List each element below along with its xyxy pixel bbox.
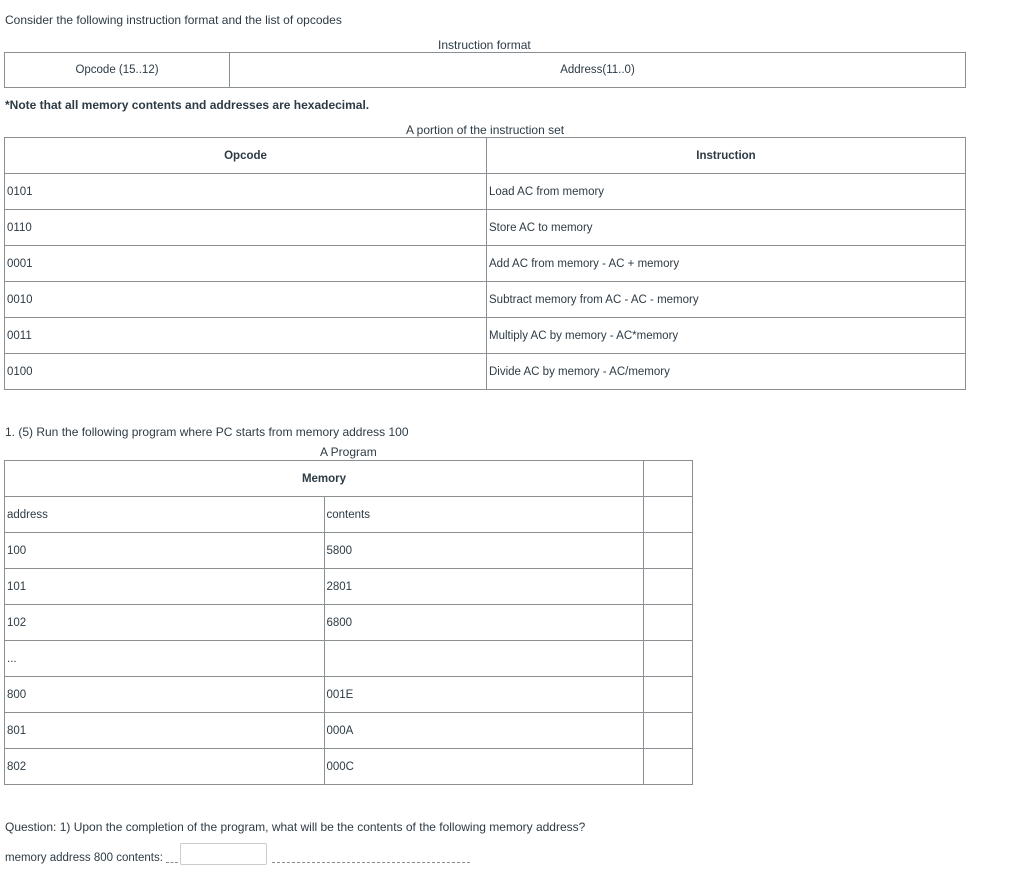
table-row: [5, 246, 966, 282]
table-row: [5, 318, 966, 354]
opcode-cell: 0010: [5, 282, 487, 318]
opcode-cell: 0101: [5, 174, 487, 210]
address-cell: ...: [5, 641, 325, 677]
contents-cell: [324, 641, 644, 677]
table-row: [5, 713, 693, 749]
header-instruction: Instruction: [487, 138, 966, 174]
table-row: [5, 749, 693, 785]
address-cell: 101: [5, 569, 325, 605]
question-text: Question: 1) Upon the completion of the program, what will be the contents of the following memory address?: [5, 820, 586, 834]
contents-cell: 6800: [324, 605, 644, 641]
contents-cell: 5800: [324, 533, 644, 569]
empty-cell: [644, 641, 693, 677]
address-cell: 802: [5, 749, 325, 785]
table-row: [5, 282, 966, 318]
address-cell: 800: [5, 677, 325, 713]
header-opcode: Opcode: [5, 138, 487, 174]
table-row: [5, 210, 966, 246]
table-row: [5, 174, 966, 210]
contents-cell: 000C: [324, 749, 644, 785]
format-opcode-cell: Opcode (15..12): [5, 53, 230, 88]
instruction-set-caption: A portion of the instruction set: [406, 123, 565, 137]
contents-cell: 2801: [324, 569, 644, 605]
instruction-cell: Store AC to memory: [487, 210, 966, 246]
note-text: *Note that all memory contents and addresses are hexadecimal.: [5, 98, 370, 112]
program-caption: A Program: [320, 445, 377, 459]
opcode-cell: 0001: [5, 246, 487, 282]
contents-column-header: contents: [324, 497, 644, 533]
instruction-cell: Subtract memory from AC - AC - memory: [487, 282, 966, 318]
instruction-cell: Add AC from memory - AC + memory: [487, 246, 966, 282]
question1-text: 1. (5) Run the following program where PC starts from memory address 100: [5, 425, 409, 439]
address-cell: 102: [5, 605, 325, 641]
answer-underline-right: [272, 862, 470, 863]
table-row: [5, 354, 966, 390]
table-row: [5, 641, 693, 677]
format-table: [4, 52, 966, 88]
opcode-cell: 0110: [5, 210, 487, 246]
answer-input[interactable]: [180, 843, 267, 865]
program-table: [4, 460, 693, 785]
table-row: [5, 605, 693, 641]
program-columns-row: [5, 497, 693, 533]
opcode-cell: 0100: [5, 354, 487, 390]
instruction-cell: Multiply AC by memory - AC*memory: [487, 318, 966, 354]
table-row: [5, 677, 693, 713]
table-row: [5, 533, 693, 569]
empty-cell: [644, 677, 693, 713]
empty-cell: [644, 605, 693, 641]
table-row: [5, 569, 693, 605]
format-caption: Instruction format: [438, 38, 531, 52]
contents-cell: 001E: [324, 677, 644, 713]
instruction-set-table: [4, 137, 966, 390]
empty-cell: [644, 713, 693, 749]
empty-cell: [644, 533, 693, 569]
contents-cell: 000A: [324, 713, 644, 749]
format-address-cell: Address(11..0): [230, 53, 966, 88]
empty-cell: [644, 497, 693, 533]
answer-label: memory address 800 contents:: [5, 852, 163, 864]
instruction-set-header-row: [5, 138, 966, 174]
address-cell: 100: [5, 533, 325, 569]
answer-underline-left: [166, 862, 178, 863]
instruction-cell: Load AC from memory: [487, 174, 966, 210]
address-column-header: address: [5, 497, 325, 533]
intro-text: Consider the following instruction format and the list of opcodes: [5, 13, 342, 27]
address-cell: 801: [5, 713, 325, 749]
empty-cell: [644, 461, 693, 497]
opcode-cell: 0011: [5, 318, 487, 354]
empty-cell: [644, 569, 693, 605]
empty-cell: [644, 749, 693, 785]
instruction-cell: Divide AC by memory - AC/memory: [487, 354, 966, 390]
program-header-row: [5, 461, 693, 497]
memory-header: Memory: [5, 461, 644, 497]
